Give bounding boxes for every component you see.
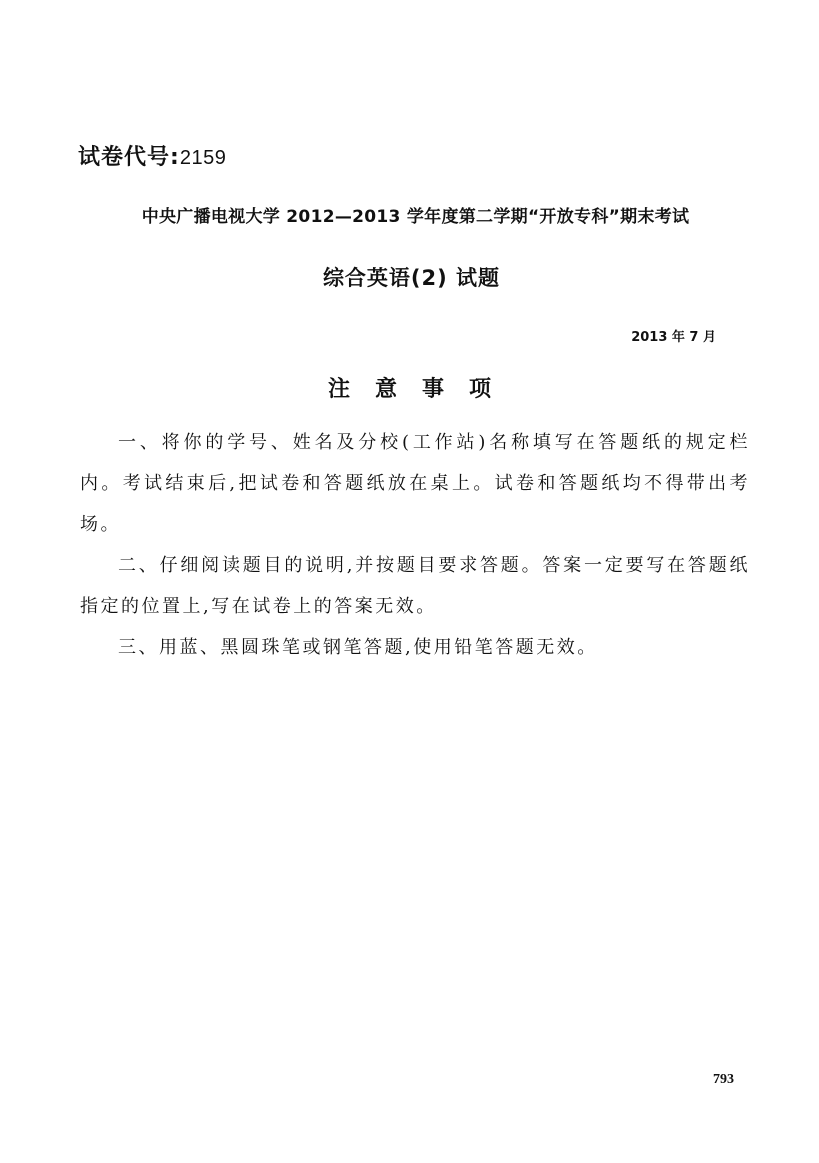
page-number: 793 [713, 1072, 734, 1087]
paper-code-separator: : [170, 145, 180, 170]
exam-title: 综合英语(2) 试题 [322, 266, 501, 290]
exam-date: 2013 年 7 月 [631, 330, 716, 345]
notice-list [80, 422, 750, 668]
notice-item-2: 二、仔细阅读题目的说明,并按题目要求答题。答案一定要写在答题纸指定的位置上,写在试卷上的答案无效。 [80, 555, 750, 617]
notice-item-1: 一、将你的学号、姓名及分校(工作站)名称填写在答题纸的规定栏内。考试结束后,把试卷和答题纸放在桌上。试卷和答题纸均不得带出考场。 [80, 432, 750, 535]
paper-code [78, 140, 226, 171]
paper-code-value: 2159 [179, 147, 227, 169]
notice-heading: 注意事项 [327, 377, 516, 402]
notice-item-3: 三、用蓝、黑圆珠笔或钢笔答题,使用铅笔答题无效。 [118, 637, 598, 658]
institution-line: 中央广播电视大学 2012—2013 学年度第二学期“开放专科”期末考试 [141, 207, 690, 227]
paper-code-label: 试卷代号 [78, 145, 171, 170]
